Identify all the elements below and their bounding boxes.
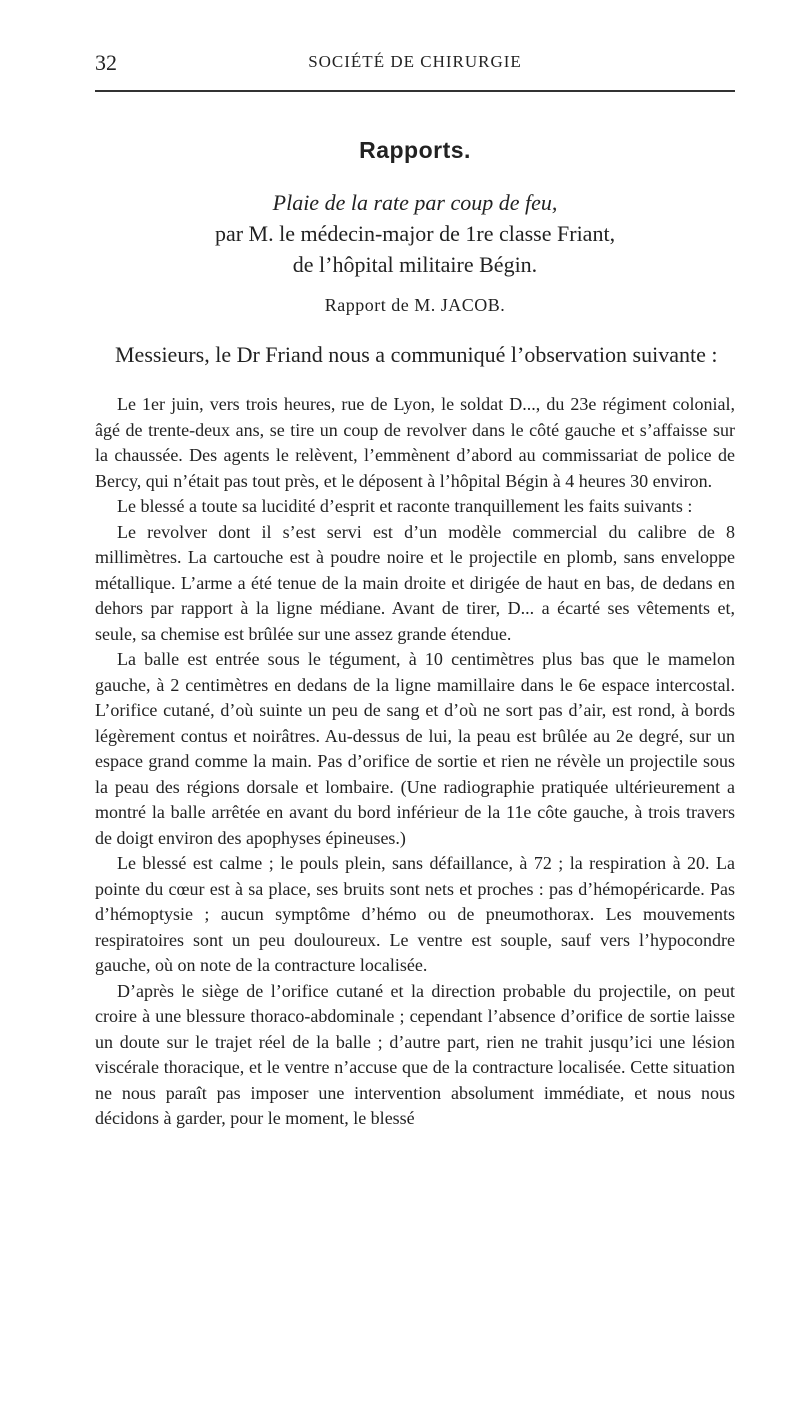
page-number: 32	[95, 50, 117, 75]
rapporteur-line: Rapport de M. JACOB.	[324, 295, 506, 315]
intro-paragraph: Messieurs, le Dr Friand nous a communiqué l’observation suivante :	[115, 342, 718, 367]
running-header	[95, 46, 735, 80]
report-title: Plaie de la rate par coup de feu,	[272, 190, 558, 215]
paragraph-5: Le blessé est calme ; le pouls plein, sans défaillance, à 72 ; la respiration à 20. La pointe du cœur est à sa place, ses bruits sont nets et proches : pas d’hémopéricarde. Pas d’hémoptysie ; aucun symptôme d’hémo ou de pneumothorax. Les mouvements respiratoires sont un peu douloureux. Le ventre est souple, sauf vers l’hypocondre gauche, où on note de la contracture localisée.	[95, 853, 735, 975]
report-heading	[95, 187, 735, 280]
paragraph-2: Le blessé a toute sa lucidité d’esprit et raconte tranquillement les faits suivants :	[117, 496, 693, 516]
report-institution: de l’hôpital militaire Bégin.	[292, 252, 538, 277]
body-text	[95, 392, 735, 1132]
report-author: par M. le médecin-major de 1re classe Friant,	[214, 221, 616, 246]
paragraph-4: La balle est entrée sous le tégument, à 10 centimètres plus bas que le mamelon gauche, à 2 centimètres en dedans de la ligne mamillaire dans le 6e espace intercostal. L’orifice cutané, d’où suinte un peu de sang et d’où ne sort pas d’air, est rond, à bords légèrement contus et noirâtres. Au-dessus de lui, la peau est brûlée au 2e degré, sur un espace grand comme la main. Pas d’orifice de sortie et rien ne révèle un projectile sous la peau des régions dorsale et lombaire. (Une radiographie pratiquée ultérieurement a montré la balle arrêtée en avant du bord inférieur de la 11e côte gauche, à trois travers de doigt environ des apophyses épineuses.)	[95, 649, 735, 848]
running-title: SOCIÉTÉ DE CHIRURGIE	[308, 52, 522, 71]
paragraph-1: Le 1er juin, vers trois heures, rue de Lyon, le soldat D..., du 23e régiment colonial, âgé de trente-deux ans, se tire un coup de revolver dans le côté gauche et s’affaisse sur la chaussée. Des agents le relèvent, l’emmènent d’abord au commissariat de police de Bercy, qui n’était pas tout près, et le déposent à l’hôpital Bégin à 4 heures 30 environ.	[95, 394, 735, 491]
header-rule	[95, 90, 735, 92]
document-page	[95, 46, 735, 1132]
paragraph-3: Le revolver dont il s’est servi est d’un modèle commercial du calibre de 8 millimètres. La cartouche est à poudre noire et le projectile en plomb, sans enveloppe métallique. L’arme a été tenue de la main droite et dirigée de haut en bas, de dedans en dehors par rapport à la ligne médiane. Avant de tirer, D... a écarté ses vêtements et, seule, sa chemise est brûlée sur une assez grande étendue.	[95, 521, 735, 644]
paragraph-6: D’après le siège de l’orifice cutané et la direction probable du projectile, on peut croire à une blessure thoraco-abdominale ; cependant l’absence d’orifice de sortie laisse un doute sur le trajet réel de la balle ; d’autre part, rien ne trahit jusqu’ici une lésion viscérale thoracique, et le ventre n’accuse que de la contracture localisée. Cette situation ne nous paraît pas imposer une intervention absolument immédiate, et nous nous décidons à garder, pour le moment, le blessé	[95, 980, 735, 1128]
section-title: Rapports.	[359, 137, 471, 163]
